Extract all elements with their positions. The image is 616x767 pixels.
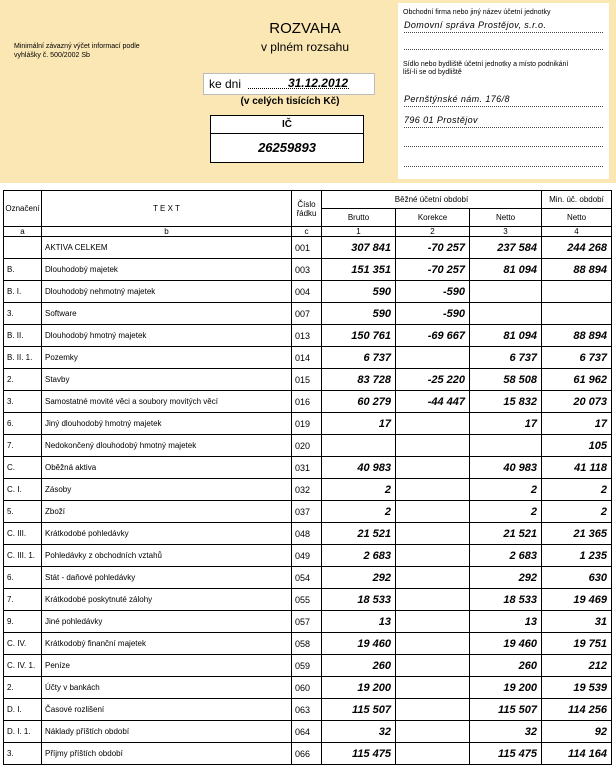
header-korekce: Korekce xyxy=(396,209,470,227)
cell-prev: 630 xyxy=(542,567,612,589)
header-previous-period: Min. úč. období xyxy=(542,191,612,209)
cell-brutto: 6 737 xyxy=(322,347,396,369)
cell-mark: C. xyxy=(4,457,42,479)
table-row xyxy=(4,545,612,567)
table-row xyxy=(4,567,612,589)
table-row xyxy=(4,435,612,457)
cell-prev: 31 xyxy=(542,611,612,633)
report-subtitle: v plném rozsahu xyxy=(260,40,350,54)
cell-line: 016 xyxy=(292,391,322,413)
table-row xyxy=(4,633,612,655)
cell-korekce xyxy=(396,501,470,523)
cell-prev: 17 xyxy=(542,413,612,435)
cell-netto: 18 533 xyxy=(470,589,542,611)
ic-box xyxy=(210,115,364,163)
cell-mark: 3. xyxy=(4,303,42,325)
cell-text: Software xyxy=(42,303,292,325)
table-row xyxy=(4,743,612,765)
cell-prev: 114 256 xyxy=(542,699,612,721)
cell-netto: 32 xyxy=(470,721,542,743)
cell-line: 032 xyxy=(292,479,322,501)
cell-line: 060 xyxy=(292,677,322,699)
cell-netto: 21 521 xyxy=(470,523,542,545)
cell-text: Náklady příštích období xyxy=(42,721,292,743)
cell-korekce xyxy=(396,457,470,479)
cell-mark: D. I. xyxy=(4,699,42,721)
cell-brutto: 83 728 xyxy=(322,369,396,391)
cell-mark: 7. xyxy=(4,435,42,457)
cell-line: 057 xyxy=(292,611,322,633)
cell-line: 055 xyxy=(292,589,322,611)
table-row xyxy=(4,259,612,281)
cell-korekce xyxy=(396,743,470,765)
cell-prev: 41 118 xyxy=(542,457,612,479)
cell-text: Dlouhodobý hmotný majetek xyxy=(42,325,292,347)
cell-korekce: -44 447 xyxy=(396,391,470,413)
cell-netto: 15 832 xyxy=(470,391,542,413)
cell-korekce: -70 257 xyxy=(396,237,470,259)
table-row xyxy=(4,523,612,545)
cell-korekce xyxy=(396,523,470,545)
table-row xyxy=(4,677,612,699)
cell-line: 054 xyxy=(292,567,322,589)
cell-brutto: 18 533 xyxy=(322,589,396,611)
cell-text: AKTIVA CELKEM xyxy=(42,237,292,259)
cell-text: Dlouhodobý nehmotný majetek xyxy=(42,281,292,303)
cell-brutto: 150 761 xyxy=(322,325,396,347)
cell-korekce xyxy=(396,567,470,589)
cell-prev: 6 737 xyxy=(542,347,612,369)
company-label: Obchodní firma nebo jiný název účetní jednotky xyxy=(403,9,551,16)
cell-line: 015 xyxy=(292,369,322,391)
cell-line: 037 xyxy=(292,501,322,523)
cell-text: Jiné pohledávky xyxy=(42,611,292,633)
cell-netto: 40 983 xyxy=(470,457,542,479)
index-4: 4 xyxy=(542,227,612,237)
date-field xyxy=(203,73,375,95)
dotted-line xyxy=(404,166,603,167)
cell-prev: 105 xyxy=(542,435,612,457)
index-3: 3 xyxy=(470,227,542,237)
cell-netto: 17 xyxy=(470,413,542,435)
cell-mark: 6. xyxy=(4,567,42,589)
cell-text: Krátkodobý finanční majetek xyxy=(42,633,292,655)
ic-value: 26259893 xyxy=(258,140,316,155)
cell-mark: 5. xyxy=(4,501,42,523)
cell-line: 013 xyxy=(292,325,322,347)
cell-netto: 6 737 xyxy=(470,347,542,369)
table-row xyxy=(4,721,612,743)
cell-text: Oběžná aktiva xyxy=(42,457,292,479)
header-prev-netto: Netto xyxy=(542,209,612,227)
cell-netto: 19 460 xyxy=(470,633,542,655)
cell-korekce xyxy=(396,545,470,567)
report-title: ROZVAHA xyxy=(269,20,341,37)
cell-korekce: -69 667 xyxy=(396,325,470,347)
cell-korekce xyxy=(396,479,470,501)
cell-mark: 7. xyxy=(4,589,42,611)
cell-netto: 13 xyxy=(470,611,542,633)
table-row xyxy=(4,325,612,347)
cell-korekce: -25 220 xyxy=(396,369,470,391)
table-row xyxy=(4,281,612,303)
cell-mark xyxy=(4,237,42,259)
cell-prev: 2 xyxy=(542,479,612,501)
cell-mark: C. III. xyxy=(4,523,42,545)
cell-prev: 19 751 xyxy=(542,633,612,655)
header-line-number: Číslo řádku xyxy=(292,191,322,227)
table-row xyxy=(4,589,612,611)
cell-mark: 6. xyxy=(4,413,42,435)
cell-text: Účty v bankách xyxy=(42,677,292,699)
table-row xyxy=(4,611,612,633)
balance-sheet-table xyxy=(3,190,612,765)
cell-line: 019 xyxy=(292,413,322,435)
cell-line: 059 xyxy=(292,655,322,677)
cell-prev: 88 894 xyxy=(542,325,612,347)
cell-line: 020 xyxy=(292,435,322,457)
cell-netto: 292 xyxy=(470,567,542,589)
cell-korekce xyxy=(396,435,470,457)
dotted-line xyxy=(404,127,603,128)
cell-korekce xyxy=(396,589,470,611)
cell-mark: 3. xyxy=(4,391,42,413)
cell-text: Příjmy příštích období xyxy=(42,743,292,765)
cell-brutto: 32 xyxy=(322,721,396,743)
cell-prev: 212 xyxy=(542,655,612,677)
dotted-line xyxy=(404,106,603,107)
cell-netto xyxy=(470,281,542,303)
index-c: c xyxy=(292,227,322,237)
cell-brutto: 60 279 xyxy=(322,391,396,413)
cell-brutto: 151 351 xyxy=(322,259,396,281)
table-row xyxy=(4,655,612,677)
cell-text: Krátkodobé poskytnuté zálohy xyxy=(42,589,292,611)
header-netto: Netto xyxy=(470,209,542,227)
cell-korekce xyxy=(396,699,470,721)
cell-netto: 19 200 xyxy=(470,677,542,699)
cell-line: 058 xyxy=(292,633,322,655)
cell-netto xyxy=(470,435,542,457)
cell-korekce xyxy=(396,721,470,743)
address-label: Sídlo nebo bydliště účetní jednotky a místo podnikání liší-li se od bydliště xyxy=(403,61,569,76)
header-current-period: Běžné účetní období xyxy=(322,191,542,209)
cell-mark: B. xyxy=(4,259,42,281)
cell-mark: 2. xyxy=(4,369,42,391)
cell-netto: 260 xyxy=(470,655,542,677)
report-header xyxy=(0,0,616,183)
cell-netto: 81 094 xyxy=(470,259,542,281)
cell-prev: 2 xyxy=(542,501,612,523)
dotted-line xyxy=(404,146,603,147)
cell-prev: 19 469 xyxy=(542,589,612,611)
cell-brutto: 590 xyxy=(322,281,396,303)
cell-brutto: 40 983 xyxy=(322,457,396,479)
index-1: 1 xyxy=(322,227,396,237)
cell-line: 049 xyxy=(292,545,322,567)
cell-korekce xyxy=(396,413,470,435)
cell-brutto: 260 xyxy=(322,655,396,677)
address-line-2: 796 01 Prostějov xyxy=(404,115,478,125)
table-row xyxy=(4,347,612,369)
cell-mark: C. IV. 1. xyxy=(4,655,42,677)
cell-prev: 244 268 xyxy=(542,237,612,259)
units-note: (v celých tisících Kč) xyxy=(240,96,340,107)
cell-mark: C. IV. xyxy=(4,633,42,655)
cell-prev xyxy=(542,303,612,325)
table-row xyxy=(4,303,612,325)
cell-brutto: 590 xyxy=(322,303,396,325)
cell-line: 031 xyxy=(292,457,322,479)
cell-text: Peníze xyxy=(42,655,292,677)
cell-text: Zásoby xyxy=(42,479,292,501)
cell-mark: C. III. 1. xyxy=(4,545,42,567)
cell-brutto: 2 xyxy=(322,501,396,523)
cell-brutto: 13 xyxy=(322,611,396,633)
cell-brutto xyxy=(322,435,396,457)
cell-brutto: 17 xyxy=(322,413,396,435)
cell-line: 003 xyxy=(292,259,322,281)
header-text: T E X T xyxy=(42,191,292,227)
cell-line: 066 xyxy=(292,743,322,765)
cell-korekce: -590 xyxy=(396,281,470,303)
cell-mark: B. II. 1. xyxy=(4,347,42,369)
table-row xyxy=(4,237,612,259)
cell-mark: B. I. xyxy=(4,281,42,303)
cell-brutto: 19 460 xyxy=(322,633,396,655)
cell-brutto: 2 683 xyxy=(322,545,396,567)
ic-label: IČ xyxy=(211,116,363,134)
cell-brutto: 2 xyxy=(322,479,396,501)
cell-prev: 92 xyxy=(542,721,612,743)
cell-brutto: 115 475 xyxy=(322,743,396,765)
cell-netto: 2 xyxy=(470,479,542,501)
cell-netto: 115 507 xyxy=(470,699,542,721)
cell-brutto: 115 507 xyxy=(322,699,396,721)
cell-text: Pohledávky z obchodních vztahů xyxy=(42,545,292,567)
cell-prev: 88 894 xyxy=(542,259,612,281)
cell-korekce xyxy=(396,655,470,677)
table-row xyxy=(4,369,612,391)
cell-netto: 2 683 xyxy=(470,545,542,567)
cell-netto xyxy=(470,303,542,325)
cell-text: Krátkodobé pohledávky xyxy=(42,523,292,545)
cell-netto: 58 508 xyxy=(470,369,542,391)
cell-netto: 81 094 xyxy=(470,325,542,347)
date-label: ke dni xyxy=(209,77,242,91)
cell-mark: D. I. 1. xyxy=(4,721,42,743)
dotted-line xyxy=(404,49,603,50)
cell-line: 063 xyxy=(292,699,322,721)
cell-mark: 3. xyxy=(4,743,42,765)
table-row xyxy=(4,413,612,435)
cell-brutto: 21 521 xyxy=(322,523,396,545)
cell-brutto: 19 200 xyxy=(322,677,396,699)
legal-note: Minimální závazný výčet informací podle vyhlášky č. 500/2002 Sb xyxy=(14,43,140,59)
index-a: a xyxy=(4,227,42,237)
table-row xyxy=(4,501,612,523)
cell-text: Samostatné movité věci a soubory movitých věcí xyxy=(42,391,292,413)
cell-mark: 2. xyxy=(4,677,42,699)
cell-line: 001 xyxy=(292,237,322,259)
cell-brutto: 307 841 xyxy=(322,237,396,259)
cell-text: Časové rozlišení xyxy=(42,699,292,721)
cell-korekce xyxy=(396,611,470,633)
cell-prev: 114 164 xyxy=(542,743,612,765)
table-row xyxy=(4,479,612,501)
date-value: 31.12.2012 xyxy=(287,76,348,90)
cell-prev: 21 365 xyxy=(542,523,612,545)
cell-korekce xyxy=(396,633,470,655)
cell-prev xyxy=(542,281,612,303)
cell-text: Nedokončený dlouhodobý hmotný majetek xyxy=(42,435,292,457)
cell-line: 007 xyxy=(292,303,322,325)
cell-mark: C. I. xyxy=(4,479,42,501)
cell-line: 004 xyxy=(292,281,322,303)
index-2: 2 xyxy=(396,227,470,237)
cell-text: Jiný dlouhodobý hmotný majetek xyxy=(42,413,292,435)
cell-line: 014 xyxy=(292,347,322,369)
cell-text: Stát - daňové pohledávky xyxy=(42,567,292,589)
address-line-1: Pernštýnské nám. 176/8 xyxy=(404,94,510,104)
cell-prev: 19 539 xyxy=(542,677,612,699)
header-mark: Označení xyxy=(4,191,42,227)
cell-prev: 61 962 xyxy=(542,369,612,391)
company-info-box xyxy=(398,3,609,179)
cell-netto: 2 xyxy=(470,501,542,523)
cell-line: 064 xyxy=(292,721,322,743)
cell-prev: 20 073 xyxy=(542,391,612,413)
index-b: b xyxy=(42,227,292,237)
cell-text: Dlouhodobý majetek xyxy=(42,259,292,281)
table-row xyxy=(4,457,612,479)
cell-korekce xyxy=(396,677,470,699)
cell-mark: 9. xyxy=(4,611,42,633)
cell-text: Zboží xyxy=(42,501,292,523)
dotted-line xyxy=(404,32,603,33)
cell-korekce: -590 xyxy=(396,303,470,325)
cell-mark: B. II. xyxy=(4,325,42,347)
header-brutto: Brutto xyxy=(322,209,396,227)
cell-netto: 115 475 xyxy=(470,743,542,765)
cell-text: Stavby xyxy=(42,369,292,391)
cell-korekce xyxy=(396,347,470,369)
cell-text: Pozemky xyxy=(42,347,292,369)
table-row xyxy=(4,391,612,413)
table-row xyxy=(4,699,612,721)
cell-korekce: -70 257 xyxy=(396,259,470,281)
cell-netto: 237 584 xyxy=(470,237,542,259)
cell-line: 048 xyxy=(292,523,322,545)
cell-prev: 1 235 xyxy=(542,545,612,567)
company-name: Domovní správa Prostějov, s.r.o. xyxy=(404,20,547,30)
cell-brutto: 292 xyxy=(322,567,396,589)
